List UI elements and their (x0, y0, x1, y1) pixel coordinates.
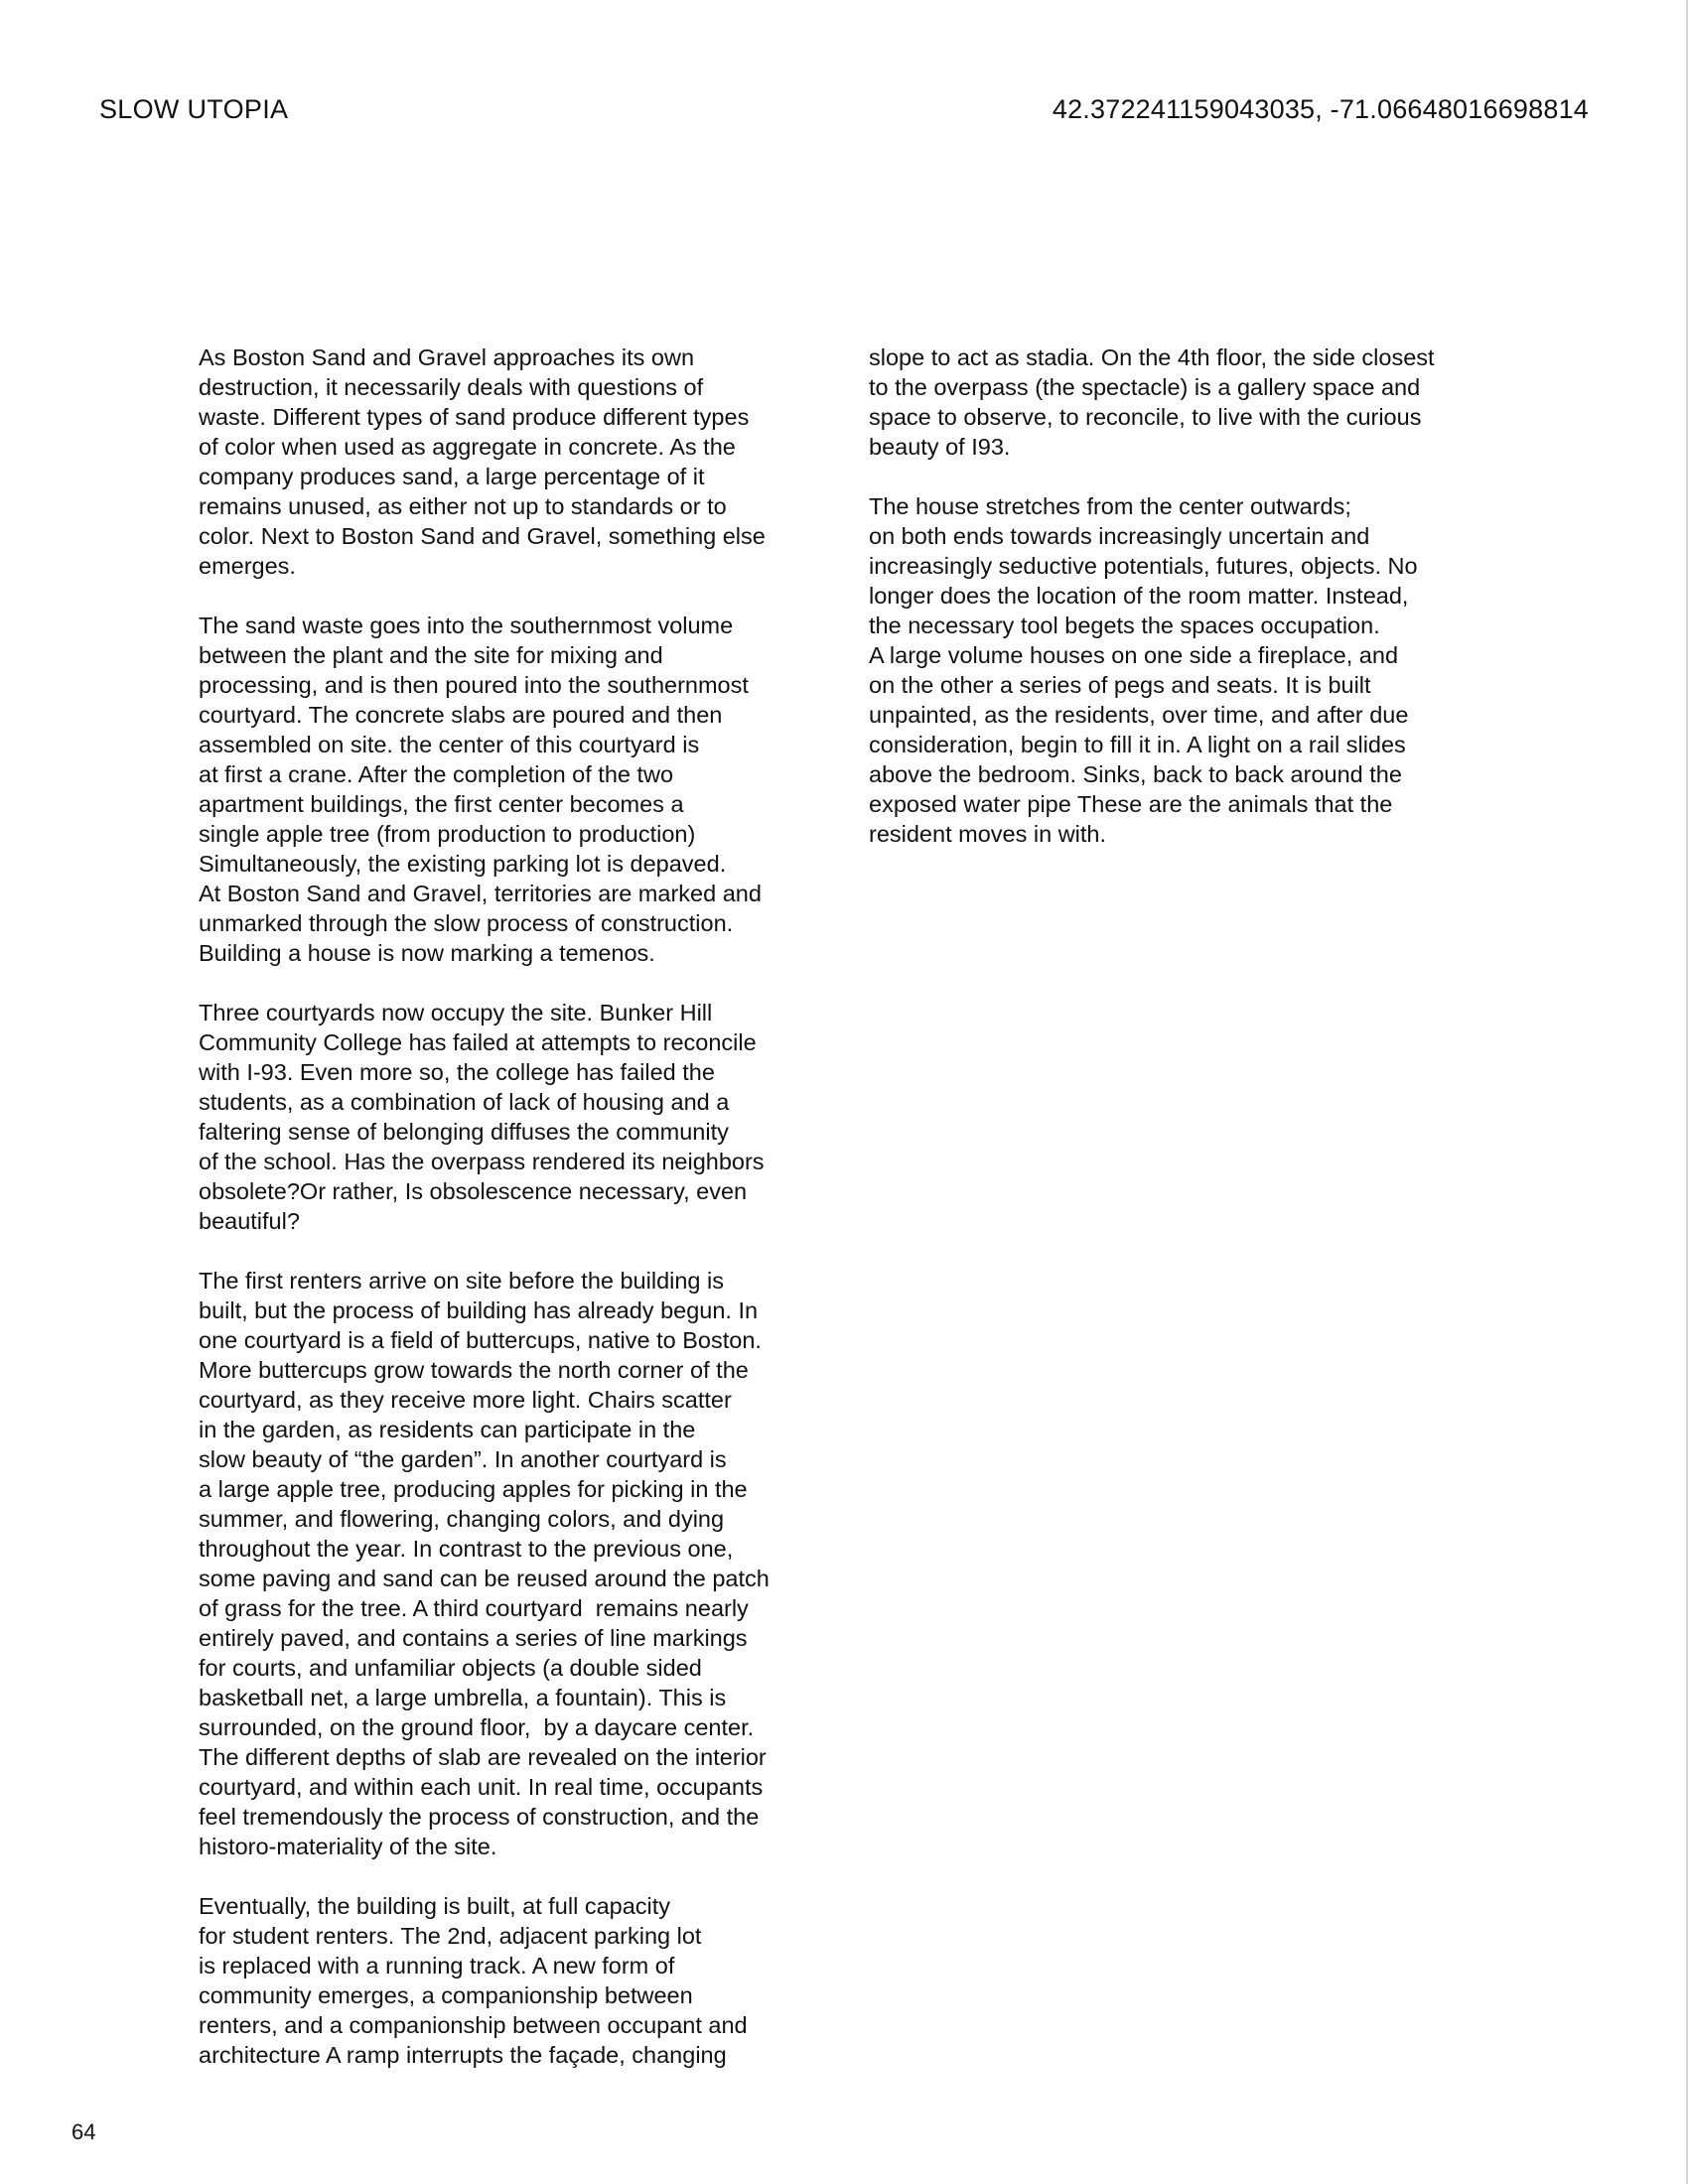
paragraph-line: of grass for the tree. A third courtyard remains nearly (199, 1595, 749, 1621)
body-paragraph (199, 611, 834, 968)
paragraph-line: students, as a combination of lack of housing and a (199, 1089, 730, 1115)
paragraph-line: community emerges, a companionship between (199, 1982, 693, 2008)
paragraph-line: for student renters. The 2nd, adjacent parking lot (199, 1923, 702, 1949)
paragraph-line: The sand waste goes into the southernmost volume (199, 613, 734, 638)
paragraph-line: At Boston Sand and Gravel, territories are marked and (199, 881, 762, 906)
paragraph-line: summer, and flowering, changing colors, and dying (199, 1506, 725, 1532)
body-paragraph (199, 342, 834, 581)
body-paragraph (199, 998, 834, 1236)
paragraph-line: The house stretches from the center outwards; (869, 493, 1351, 519)
paragraph-line: throughout the year. In contrast to the previous one, (199, 1536, 734, 1562)
paragraph-line: slow beauty of “the garden”. In another courtyard is (199, 1446, 727, 1472)
paragraph-line: exposed water pipe These are the animals that the (869, 791, 1393, 817)
paragraph-line: Building a house is now marking a temenos. (199, 940, 655, 966)
paragraph-line: in the garden, as residents can participate in the (199, 1417, 696, 1442)
paragraph-line: for courts, and unfamiliar objects (a double sided (199, 1655, 702, 1681)
paragraph-line: faltering sense of belonging diffuses the community (199, 1119, 729, 1145)
paragraph-line: increasingly seductive potentials, futures, objects. No (869, 553, 1418, 579)
paragraph-line: unpainted, as the residents, over time, and after due (869, 702, 1409, 728)
paragraph-line: apartment buildings, the first center becomes a (199, 791, 684, 817)
paragraph-line: built, but the process of building has already begun. In (199, 1297, 759, 1323)
body-paragraph (199, 1891, 834, 2070)
paragraph-line: on both ends towards increasingly uncertain and (869, 523, 1370, 549)
paragraph-line: A large volume houses on one side a fireplace, and (869, 642, 1399, 668)
paragraph-line: renters, and a companionship between occupant and (199, 2012, 748, 2038)
paragraph-line: beauty of I93. (869, 434, 1011, 460)
paragraph-line: assembled on site. the center of this courtyard is (199, 732, 700, 757)
paragraph-line: destruction, it necessarily deals with questions of (199, 374, 704, 400)
paragraph-line: courtyard. The concrete slabs are poured and then (199, 702, 723, 728)
paragraph-line: Eventually, the building is built, at full capacity (199, 1893, 671, 1919)
paragraph-line: above the bedroom. Sinks, back to back around the (869, 761, 1402, 787)
paragraph-line: obsolete?Or rather, Is obsolescence necessary, even (199, 1178, 748, 1204)
paragraph-line: beautiful? (199, 1208, 300, 1234)
paragraph-line: slope to act as stadia. On the 4th floor, the side closest (869, 344, 1435, 370)
paragraph-line: entirely paved, and contains a series of line markings (199, 1625, 748, 1651)
paragraph-line: color. Next to Boston Sand and Gravel, something else (199, 523, 766, 549)
paragraph-line: processing, and is then poured into the southernmost (199, 672, 749, 698)
paragraph-line: the necessary tool begets the spaces occupation. (869, 613, 1380, 638)
paragraph-line: on the other a series of pegs and seats. It is built (869, 672, 1371, 698)
paragraph-line: single apple tree (from production to production) (199, 821, 696, 847)
paragraph-line: waste. Different types of sand produce different types (199, 404, 750, 430)
paragraph-line: emerges. (199, 553, 296, 579)
paragraph-line: of the school. Has the overpass rendered its neighbors (199, 1149, 765, 1174)
paragraph-line: at first a crane. After the completion of the two (199, 761, 674, 787)
body-paragraph (869, 491, 1504, 849)
paragraph-line: More buttercups grow towards the north corner of the (199, 1357, 749, 1383)
paragraph-line: some paving and sand can be reused around the patch (199, 1566, 770, 1591)
paragraph-line: As Boston Sand and Gravel approaches its own (199, 344, 695, 370)
paragraph-line: between the plant and the site for mixing and (199, 642, 663, 668)
body-paragraph (869, 342, 1504, 462)
paragraph-line: remains unused, as either not up to standards or to (199, 493, 727, 519)
paragraph-line: one courtyard is a field of buttercups, native to Boston. (199, 1327, 762, 1353)
paragraph-line: to the overpass (the spectacle) is a gallery space and (869, 374, 1421, 400)
paragraph-line: basketball net, a large umbrella, a fountain). This is (199, 1685, 727, 1710)
paragraph-line: Community College has failed at attempts to reconcile (199, 1029, 757, 1055)
body-paragraph (199, 1266, 834, 1861)
paragraph-line: of color when used as aggregate in concrete. As the (199, 434, 736, 460)
coordinates-header: 42.372241159043035, -71.06648016698814 (1052, 94, 1589, 124)
paragraph-line: The first renters arrive on site before the building is (199, 1268, 725, 1294)
paragraph-line: architecture A ramp interrupts the façade, changing (199, 2042, 727, 2068)
text-column-left (199, 342, 834, 2100)
paragraph-line: a large apple tree, producing apples for picking in the (199, 1476, 748, 1502)
paragraph-line: courtyard, as they receive more light. Chairs scatter (199, 1387, 732, 1413)
paragraph-line: resident moves in with. (869, 821, 1107, 847)
paragraph-line: feel tremendously the process of construction, and the (199, 1804, 760, 1830)
paragraph-line: is replaced with a running track. A new form of (199, 1953, 675, 1979)
paragraph-line: The different depths of slab are revealed on the interior (199, 1744, 767, 1770)
paragraph-line: Simultaneously, the existing parking lot is depaved. (199, 851, 727, 877)
page-number: 64 (71, 2119, 96, 2144)
running-title: SLOW UTOPIA (99, 94, 289, 124)
paragraph-line: historo-materiality of the site. (199, 1834, 497, 1859)
paragraph-line: courtyard, and within each unit. In real time, occupants (199, 1774, 764, 1800)
paragraph-line: unmarked through the slow process of construction. (199, 910, 734, 936)
paragraph-line: Three courtyards now occupy the site. Bunker Hill (199, 1000, 713, 1025)
text-column-right (869, 342, 1504, 879)
paragraph-line: with I-93. Even more so, the college has failed the (199, 1059, 715, 1085)
paragraph-line: surrounded, on the ground floor, by a daycare center. (199, 1714, 755, 1740)
paragraph-line: longer does the location of the room matter. Instead, (869, 583, 1409, 609)
paragraph-line: consideration, begin to fill it in. A light on a rail slides (869, 732, 1406, 757)
paragraph-line: space to observe, to reconcile, to live with the curious (869, 404, 1422, 430)
paragraph-line: company produces sand, a large percentage of it (199, 464, 705, 489)
